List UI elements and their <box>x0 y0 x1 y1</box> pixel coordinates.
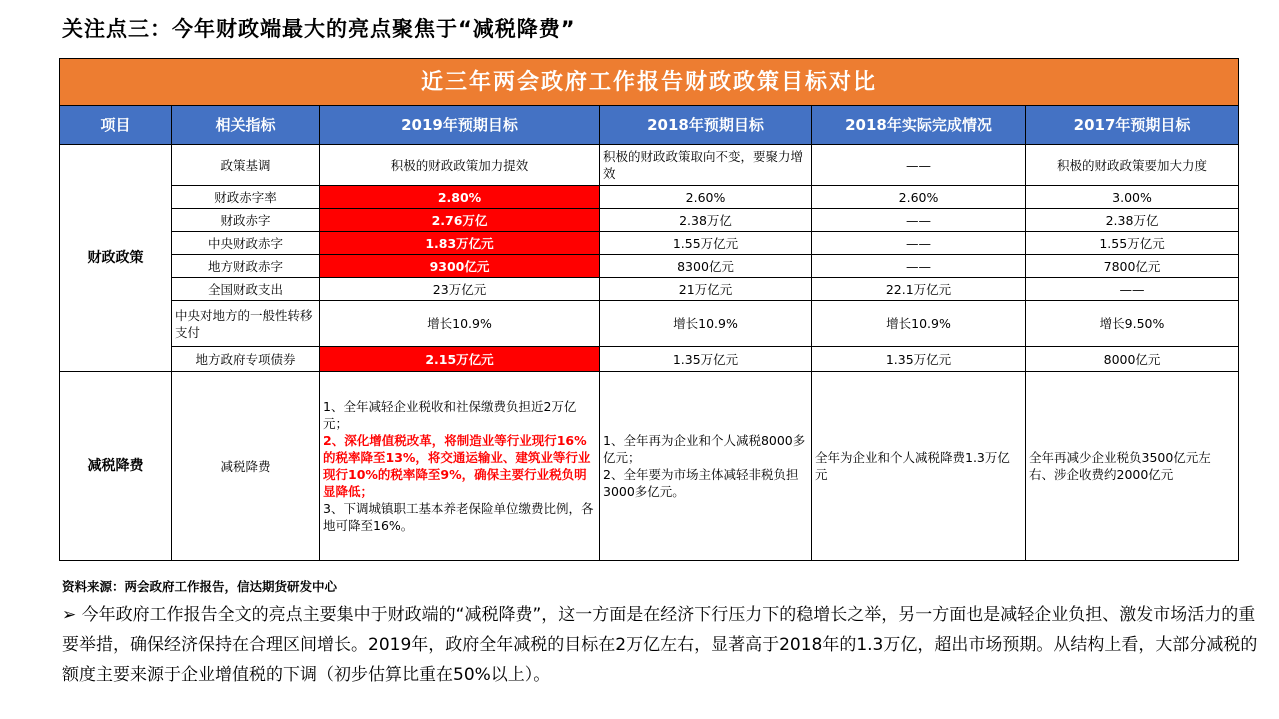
tax-2019-point-2: 2、深化增值税改革，将制造业等行业现行16%的税率降至13%，将交通运输业、建筑业等行业现行10%的税率降至9%，确保主要行业税负明显降低； <box>323 433 591 499</box>
indicator-cell: 中央财政赤字 <box>172 232 320 255</box>
value-2018-actual: 1.35万亿元 <box>812 347 1026 372</box>
value-2017: 积极的财政政策要加大力度 <box>1026 145 1239 186</box>
category-tax-cut: 减税降费 <box>60 372 172 561</box>
value-2018: 2.38万亿 <box>600 209 812 232</box>
indicator-cell: 中央对地方的一般性转移支付 <box>172 301 320 347</box>
indicator-cell: 地方财政赤字 <box>172 255 320 278</box>
table-header-row <box>60 106 1239 145</box>
table-title-row <box>60 59 1239 106</box>
value-2018-actual: —— <box>812 209 1026 232</box>
table-row <box>60 145 1239 186</box>
value-2018: 8300亿元 <box>600 255 812 278</box>
header-2018-target: 2018年预期目标 <box>600 106 812 145</box>
table-row <box>60 232 1239 255</box>
value-2018-actual: 增长10.9% <box>812 301 1026 347</box>
value-2018-actual: 22.1万亿元 <box>812 278 1026 301</box>
indicator-cell: 全国财政支出 <box>172 278 320 301</box>
analysis-paragraph: ➢ 今年政府工作报告全文的亮点主要集中于财政端的“减税降费”，这一方面是在经济下行压力下的稳增长之举，另一方面也是减轻企业负担、激发市场活力的重要举措，确保经济保持在合理区间增长。2019年，政府全年减税的目标在2万亿左右，显著高于2018年的1.3万亿，超出市场预期。从结构上看，大部分减税的额度主要来源于企业增值税的下调（初步估算比重在50%以上）。 <box>62 605 1258 685</box>
value-2017: —— <box>1026 278 1239 301</box>
fiscal-policy-table <box>59 58 1239 561</box>
value-2017: 8000亿元 <box>1026 347 1239 372</box>
value-2017: 3.00% <box>1026 186 1239 209</box>
value-2018: 增长10.9% <box>600 301 812 347</box>
indicator-cell: 减税降费 <box>172 372 320 561</box>
value-2019: 23万亿元 <box>320 278 600 301</box>
tax-2019-point-1: 1、全年减轻企业税收和社保缴费负担近2万亿元； <box>323 399 577 431</box>
value-2019: 2.15万亿元 <box>320 347 600 372</box>
tax-2018-point-1: 1、全年再为企业和个人减税8000多亿元； <box>603 433 806 465</box>
table-row <box>60 301 1239 347</box>
value-2018: 1.35万亿元 <box>600 347 812 372</box>
header-2018-actual: 2018年实际完成情况 <box>812 106 1026 145</box>
indicator-cell: 政策基调 <box>172 145 320 186</box>
header-2019-target: 2019年预期目标 <box>320 106 600 145</box>
table-row <box>60 186 1239 209</box>
indicator-cell: 财政赤字率 <box>172 186 320 209</box>
value-2019: 2.80% <box>320 186 600 209</box>
value-2019: 增长10.9% <box>320 301 600 347</box>
value-2017: 1.55万亿元 <box>1026 232 1239 255</box>
value-2018-actual: 2.60% <box>812 186 1026 209</box>
value-2018-tax <box>600 372 812 561</box>
value-2018-actual-tax: 全年为企业和个人减税降费1.3万亿元 <box>812 372 1026 561</box>
indicator-cell: 地方政府专项债券 <box>172 347 320 372</box>
value-2017: 2.38万亿 <box>1026 209 1239 232</box>
value-2019: 9300亿元 <box>320 255 600 278</box>
category-fiscal-policy: 财政政策 <box>60 145 172 372</box>
header-item: 项目 <box>60 106 172 145</box>
source-note: 资料来源：两会政府工作报告，信达期货研发中心 <box>62 579 338 594</box>
table-row <box>60 347 1239 372</box>
value-2018: 21万亿元 <box>600 278 812 301</box>
page-heading: 关注点三：今年财政端最大的亮点聚焦于“减税降费” <box>62 17 576 41</box>
table-row <box>60 255 1239 278</box>
value-2017-tax: 全年再减少企业税负3500亿元左右、涉企收费约2000亿元 <box>1026 372 1239 561</box>
value-2019: 积极的财政政策加力提效 <box>320 145 600 186</box>
tax-2019-point-3: 3、下调城镇职工基本养老保险单位缴费比例，各地可降至16%。 <box>323 501 594 533</box>
value-2018-actual: —— <box>812 145 1026 186</box>
value-2018: 2.60% <box>600 186 812 209</box>
table-row <box>60 372 1239 561</box>
value-2018: 1.55万亿元 <box>600 232 812 255</box>
value-2018-actual: —— <box>812 255 1026 278</box>
table-row <box>60 278 1239 301</box>
value-2019-tax <box>320 372 600 561</box>
value-2018: 积极的财政政策取向不变，要聚力增效 <box>600 145 812 186</box>
indicator-cell: 财政赤字 <box>172 209 320 232</box>
value-2019: 2.76万亿 <box>320 209 600 232</box>
tax-2018-point-2: 2、全年要为市场主体减轻非税负担3000多亿元。 <box>603 467 799 499</box>
value-2017: 7800亿元 <box>1026 255 1239 278</box>
value-2018-actual: —— <box>812 232 1026 255</box>
table-row <box>60 209 1239 232</box>
header-indicator: 相关指标 <box>172 106 320 145</box>
table-title: 近三年两会政府工作报告财政政策目标对比 <box>60 59 1239 106</box>
value-2017: 增长9.50% <box>1026 301 1239 347</box>
header-2017-target: 2017年预期目标 <box>1026 106 1239 145</box>
value-2019: 1.83万亿元 <box>320 232 600 255</box>
